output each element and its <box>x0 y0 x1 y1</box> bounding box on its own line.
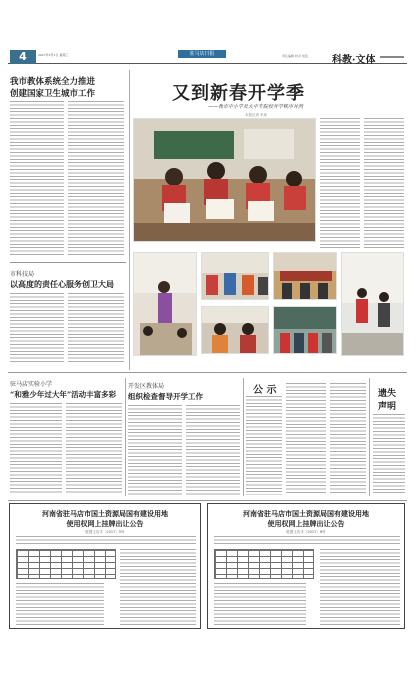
article-4-body-col2 <box>186 405 240 495</box>
feature-byline: 本报记者 朱伟 <box>245 113 268 117</box>
notice-body-col2 <box>120 549 196 625</box>
article-4-title: 组织检查督导开学工作 <box>128 392 203 401</box>
notice-intro <box>214 536 400 546</box>
feature-subtitle: ——我市中小学及大中专院校开学秩序井然 <box>208 104 304 110</box>
article-5-body-col1 <box>246 396 282 495</box>
notice-number: 驻国土告字〔2017〕6号 <box>286 530 326 534</box>
header-decoration <box>380 56 404 58</box>
land-notice-right <box>207 503 405 629</box>
feature-body-col2 <box>364 118 404 250</box>
notice-title-line2: 使用权网上挂牌出让公告 <box>66 520 144 528</box>
article-1-title-line1: 我市教体系统全力推进 <box>10 77 96 87</box>
classroom-photo <box>133 118 316 242</box>
photo-caption <box>133 243 316 249</box>
masthead-logo: 驻马店日报 <box>178 50 226 58</box>
section-title: 科教·文体 <box>332 55 376 66</box>
article-3-body-col2 <box>66 403 122 495</box>
students-photo-5 <box>273 306 337 354</box>
notice-title-line2: 使用权网上挂牌出让公告 <box>267 520 345 528</box>
column-divider <box>369 378 370 496</box>
article-6-title-line2: 声明 <box>378 402 397 412</box>
article-3-body-col1 <box>10 403 62 495</box>
column-divider <box>125 378 126 496</box>
notice-body-col1 <box>214 583 306 625</box>
notice-title-line1: 河南省驻马店市国土资源局国有建设用地 <box>42 510 168 518</box>
article-2-kicker: 市科技局 <box>10 271 35 278</box>
students-photo-1 <box>201 252 269 300</box>
feature-title: 又到新春开学季 <box>172 83 305 104</box>
article-1-body-col1 <box>10 101 64 255</box>
article-5-title: 公 示 <box>253 385 277 396</box>
editor-line: 责任编辑 校对 电话 <box>282 54 308 58</box>
article-1-body-col2 <box>68 101 124 255</box>
divider <box>8 500 407 501</box>
article-6-title-line1: 遗失 <box>378 389 397 399</box>
teacher-photo <box>133 252 197 356</box>
divider <box>10 262 126 263</box>
column-divider <box>243 378 244 496</box>
article-1-title-line2: 创建国家卫生城市工作 <box>10 89 96 99</box>
divider <box>8 372 407 373</box>
photos-caption <box>133 358 404 366</box>
article-5-body-col3 <box>330 383 366 495</box>
article-3-kicker: 驻马店实验小学 <box>10 381 53 388</box>
article-4-body-col1 <box>128 405 182 495</box>
students-photo-4 <box>201 306 269 354</box>
students-photo-2 <box>273 252 337 300</box>
notice-table <box>16 549 116 579</box>
article-5-body-col2 <box>286 383 326 495</box>
notice-number: 驻国土告字〔2017〕5号 <box>85 530 125 534</box>
notice-intro <box>16 536 196 546</box>
article-4-kicker: 开发区教体局 <box>128 383 165 390</box>
date-line: 2017年3月1日 星期三 <box>38 53 69 57</box>
page-number: 4 <box>10 50 36 64</box>
feature-body-col1 <box>320 118 360 250</box>
land-notice-left <box>9 503 201 629</box>
article-6-body <box>373 414 405 494</box>
notice-body-col1 <box>16 583 104 625</box>
notice-body-col2 <box>320 549 400 625</box>
article-2-body-col1 <box>10 293 64 363</box>
article-3-title: “和雅少年过大年”活动丰富多彩 <box>10 390 117 399</box>
article-2-body-col2 <box>68 293 124 363</box>
column-divider <box>129 70 130 370</box>
article-2-title: 以高度的责任心服务创卫大局 <box>10 279 114 289</box>
students-photo-3 <box>341 252 404 356</box>
notice-table <box>214 549 314 579</box>
notice-title-line1: 河南省驻马店市国土资源局国有建设用地 <box>243 510 369 518</box>
